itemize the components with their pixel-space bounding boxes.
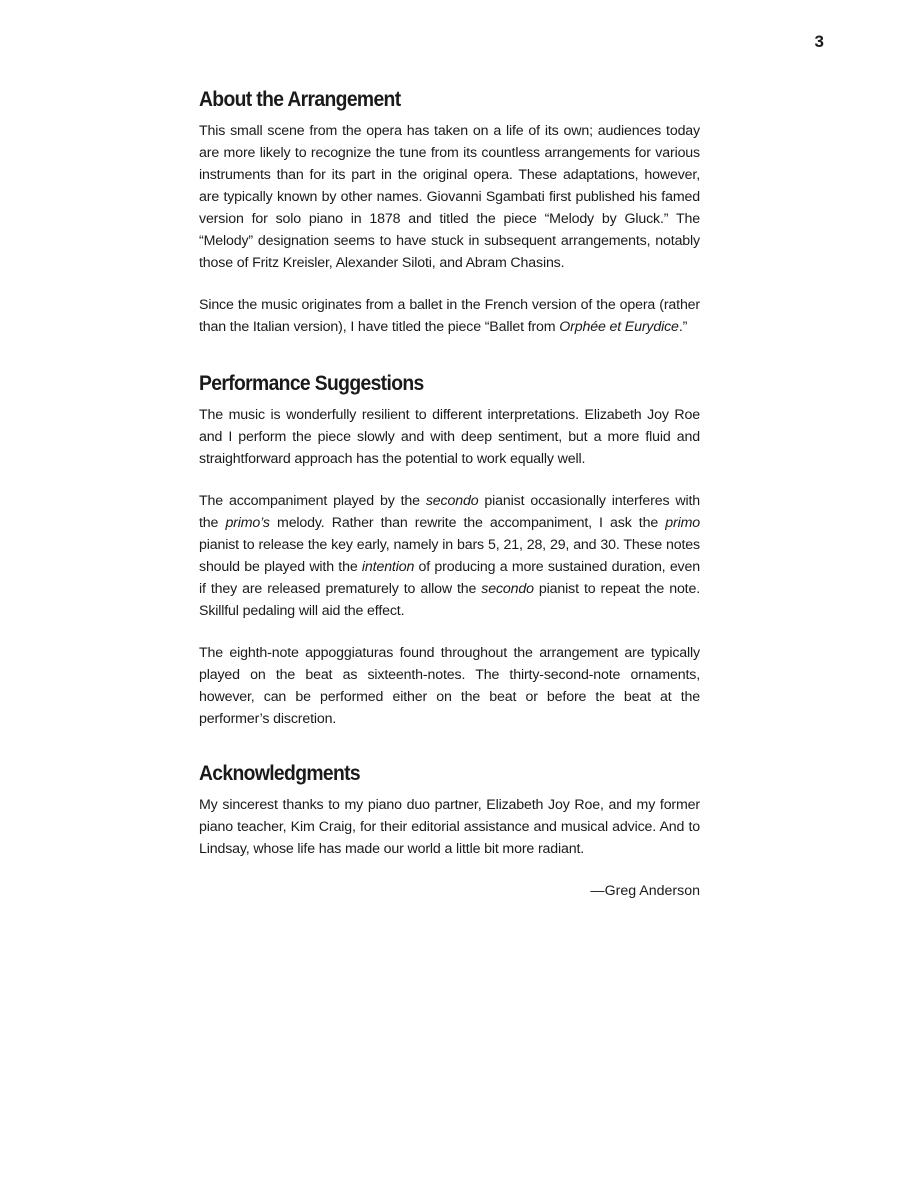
section-acknowledgments — [199, 760, 700, 902]
text-run: Since the music originates from a ballet in the French version of the opera (rather than the Italian version), I have titled the piece “Ballet from — [199, 297, 700, 335]
text-run: of producing a more sustained duration, even if they are released prematurely to allow the — [199, 559, 700, 597]
paragraph-about-1: This small scene from the opera has taken on a life of its own; audiences today are more likely to recognize the tune from its countless arrangements for various instruments than for its part in the original opera. These adaptations, however, are typically known by other names. Giovanni Sgambati first published his famed version for solo piano in 1878 and titled the piece “Melody by Gluck.” The “Melody” designation seems to have stuck in subsequent arrangements, notably those of Fritz Kreisler, Alexander Siloti, and Abram Chasins. — [199, 123, 700, 271]
page-content — [199, 86, 700, 934]
section-about-arrangement — [199, 86, 700, 338]
text-run: pianist to release the key early, namely in bars 5, 21, 28, 29, and 30. These notes should be played with the — [199, 537, 700, 575]
italic-term: primo — [665, 515, 700, 531]
italic-term: secondo — [425, 493, 479, 509]
text-run: pianist occasionally interferes with the — [199, 493, 700, 531]
paragraph-performance-2 — [199, 490, 700, 622]
text-run: pianist to repeat the note. Skillful pedaling will aid the effect. — [199, 581, 701, 619]
section-heading-about: About the Arrangement — [199, 88, 401, 111]
text-run: The accompaniment played by the — [199, 493, 426, 509]
italic-term: primo’s — [225, 515, 270, 531]
text-run: melody. Rather than rewrite the accompaniment, I ask the — [269, 515, 666, 531]
text-run: .” — [678, 319, 688, 335]
italic-term: secondo — [481, 581, 534, 597]
section-performance-suggestions — [199, 370, 700, 730]
paragraph-performance-1: The music is wonderfully resilient to different interpretations. Elizabeth Joy Roe and I perform the piece slowly and with deep sentiment, but a more fluid and straightforward approach has the potential to work equally well. — [199, 407, 700, 467]
section-heading-performance: Performance Suggestions — [199, 372, 424, 395]
page-number: 3 — [814, 32, 824, 51]
paragraph-acknowledgments-1: My sincerest thanks to my piano duo partner, Elizabeth Joy Roe, and my former piano teacher, Kim Craig, for their editorial assistance and musical advice. And to Lindsay, whose life has made our world a little bit more radiant. — [199, 797, 700, 857]
italic-term: intention — [361, 559, 415, 575]
italic-title: Orphée et Eurydice — [559, 319, 679, 335]
author-signature: —Greg Anderson — [590, 883, 700, 899]
paragraph-performance-3: The eighth-note appoggiaturas found throughout the arrangement are typically played on the beat as sixteenth-notes. The thirty-second-note ornaments, however, can be performed either on the beat or before the beat at the performer’s discretion. — [199, 645, 700, 727]
paragraph-about-2 — [199, 294, 700, 338]
section-heading-acknowledgments: Acknowledgments — [199, 762, 361, 785]
